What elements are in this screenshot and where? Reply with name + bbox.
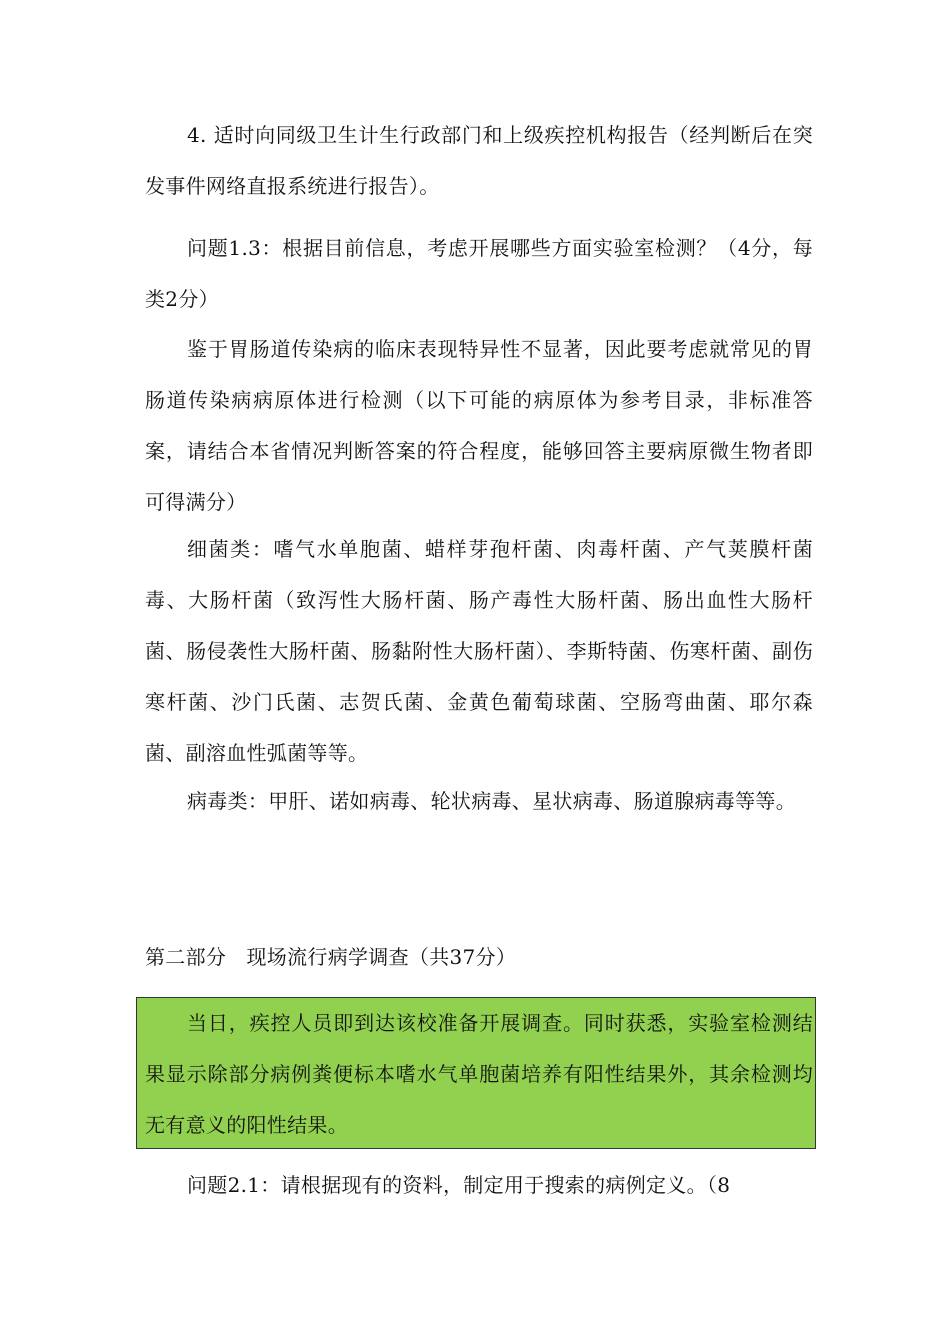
scenario-box — [136, 997, 816, 1149]
bacteria-list: 细菌类：嗜气水单胞菌、蜡样芽孢杆菌、肉毒杆菌、产气荚膜杆菌毒、大肠杆菌（致泻性大肠杆菌、肠产毒性大肠杆菌、肠出血性大肠杆菌、肠侵袭性大肠杆菌、肠黏附性大肠杆菌）、李斯特菌、伤寒杆菌、副伤寒杆菌、沙门氏菌、志贺氏菌、金黄色葡萄球菌、空肠弯曲菌、耶尔森菌、副溶血性弧菌等等。 — [145, 537, 813, 765]
virus-list: 病毒类：甲肝、诺如病毒、轮状病毒、星状病毒、肠道腺病毒等等。 — [187, 789, 796, 813]
question-1-3: 问题1.3：根据目前信息，考虑开展哪些方面实验室检测？（4分，每类2分） — [145, 236, 813, 311]
question-2-1: 问题2.1：请根据现有的资料，制定用于搜索的病例定义。（8 — [187, 1173, 731, 1197]
answer-intro: 鉴于胃肠道传染病的临床表现特异性不显著，因此要考虑就常见的胃肠道传染病病原体进行检测（以下可能的病原体为参考目录，非标准答案，请结合本省情况判断答案的符合程度，能够回答主要病原微生物者即可得满分） — [145, 337, 813, 514]
item-4-report: 4. 适时向同级卫生计生行政部门和上级疾控机构报告（经判断后在突发事件网络直报系统进行报告）。 — [145, 123, 813, 198]
part-2-heading: 第二部分 现场流行病学调查（共37分） — [145, 945, 517, 969]
scenario-text: 当日，疾控人员即到达该校准备开展调查。同时获悉，实验室检测结果显示除部分病例粪便标本嗜水气单胞菌培养有阳性结果外，其余检测均无有意义的阳性结果。 — [145, 1011, 813, 1137]
